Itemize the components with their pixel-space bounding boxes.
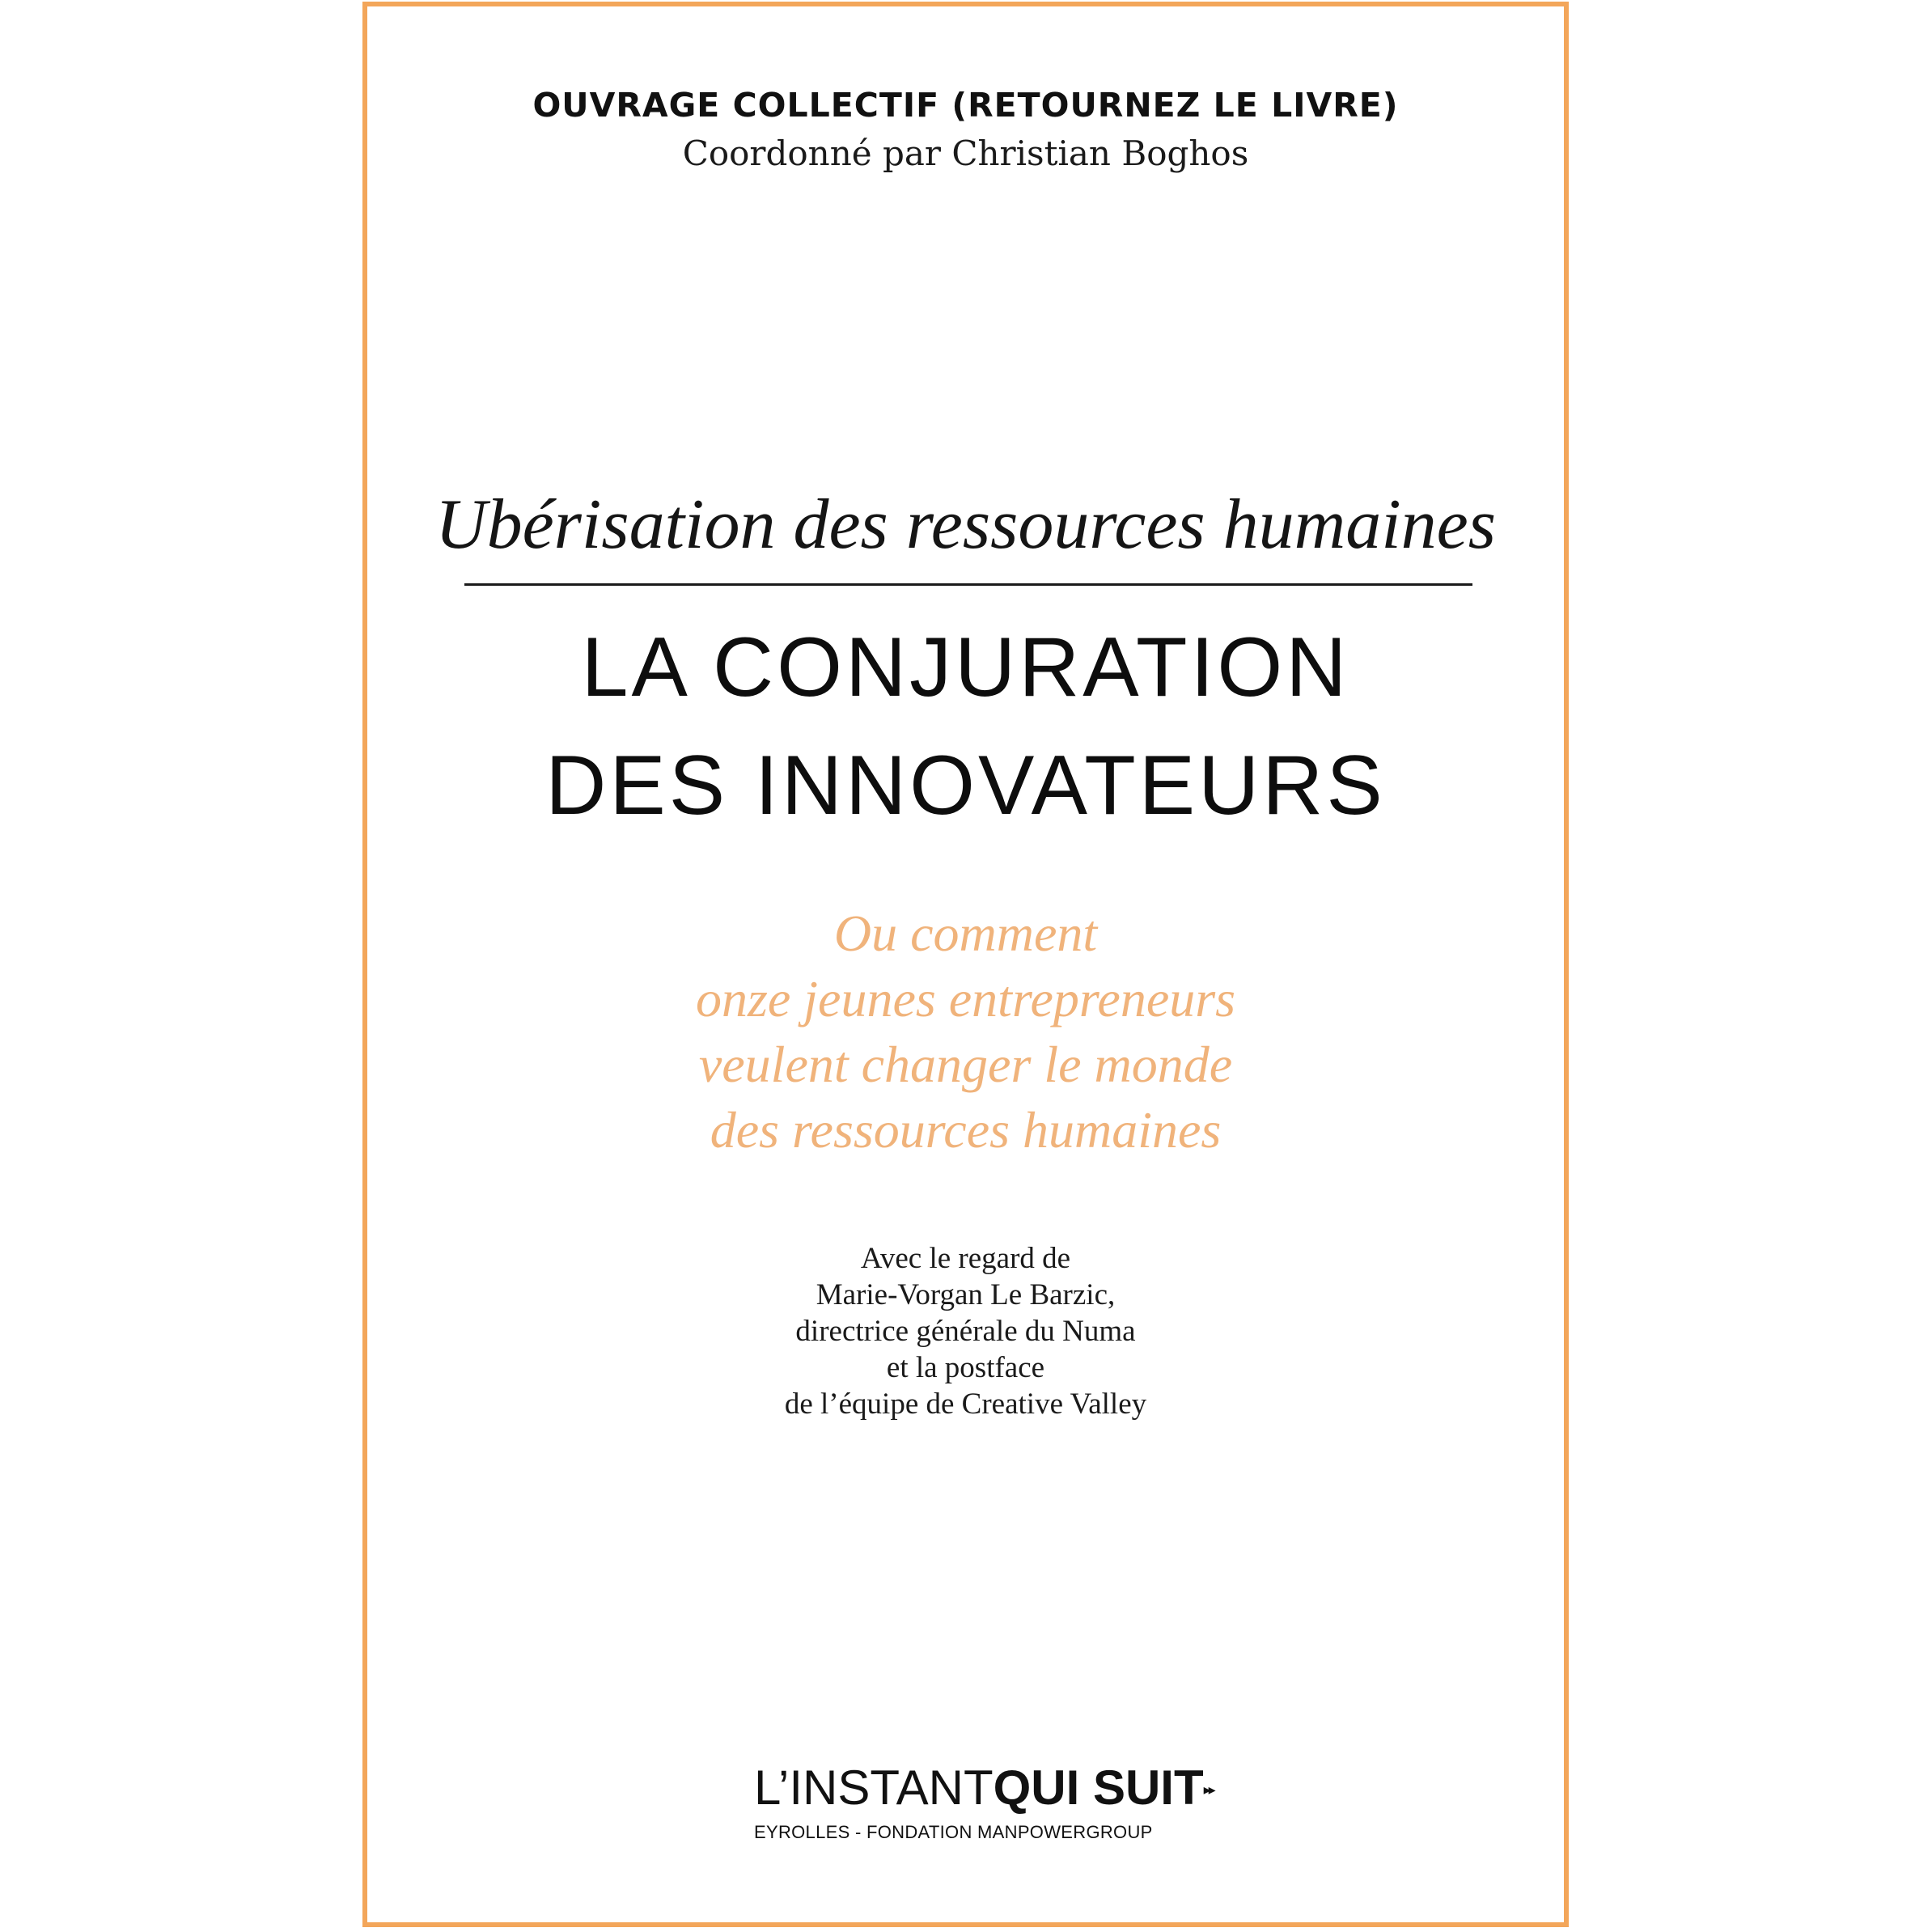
tagline-line: veulent changer le monde <box>698 1036 1233 1093</box>
title-line: LA CONJURATION <box>581 621 1350 714</box>
tagline-line: des ressources humaines <box>710 1101 1222 1159</box>
tagline-line: onze jeunes entrepreneurs <box>695 970 1236 1027</box>
book-subtitle: Ubérisation des ressources humaines <box>435 485 1496 564</box>
contributors-line: Marie-Vorgan Le Barzic, <box>816 1278 1116 1311</box>
brand-light: L’INSTANT <box>754 1760 994 1815</box>
contributors-line: de l’équipe de Creative Valley <box>784 1388 1147 1421</box>
contributors-line: directrice générale du Numa <box>795 1315 1136 1348</box>
publisher-brand <box>754 1760 1214 1815</box>
publisher-subline: EYROLLES - FONDATION MANPOWERGROUP <box>754 1822 1153 1842</box>
tagline-line: Ou comment <box>833 905 1098 962</box>
brand-bold: QUI SUIT <box>993 1760 1204 1815</box>
contributors-line: Avec le regard de <box>860 1242 1071 1275</box>
double-arrow-icon: ▸▸ <box>1203 1782 1214 1798</box>
coordinator-line: Coordonné par Christian Boghos <box>682 133 1249 173</box>
book-cover <box>362 2 1569 1927</box>
title-line: DES INNOVATEURS <box>545 739 1386 833</box>
title-divider <box>464 583 1472 586</box>
tagline <box>367 900 1564 1163</box>
collective-label: OUVRAGE COLLECTIF (RETOURNEZ LE LIVRE) <box>532 86 1399 125</box>
publisher-logo <box>754 1760 1214 1843</box>
book-title <box>367 608 1564 845</box>
contributors-line: et la postface <box>886 1351 1045 1384</box>
contributors-block <box>367 1240 1564 1422</box>
